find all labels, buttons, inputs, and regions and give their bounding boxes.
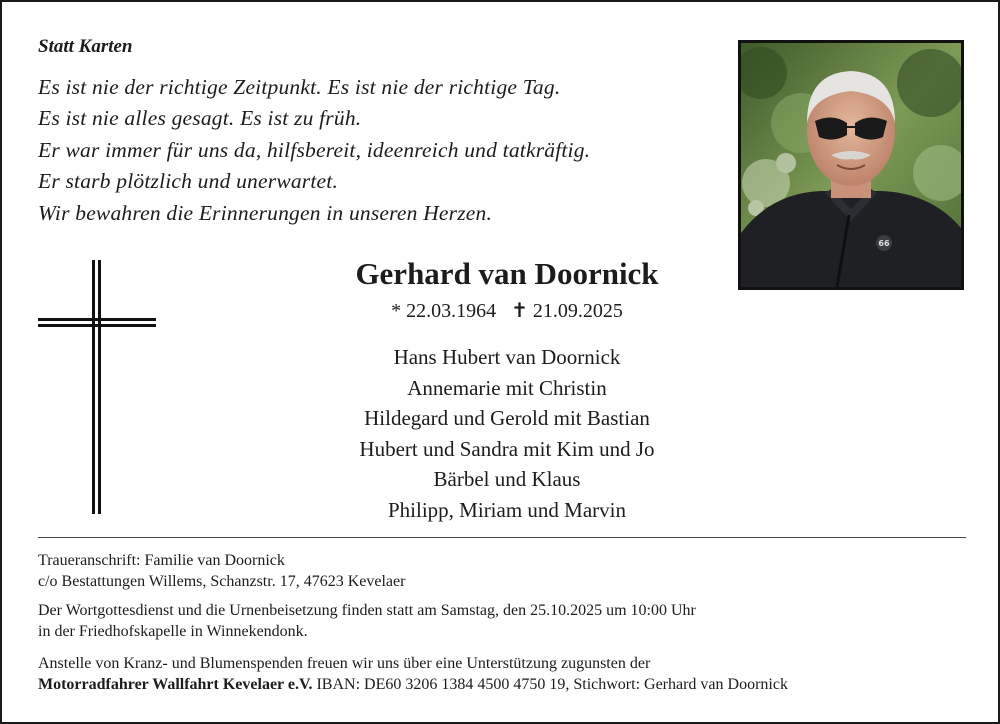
death-date: 21.09.2025	[532, 300, 623, 322]
service-line: Der Wortgottesdienst und die Urnenbeisetzung finden statt am Samstag, den 25.10.2025 um 10:00 Uhr	[38, 602, 696, 619]
service-info	[38, 600, 968, 642]
mourner-line: Annemarie mit Christin	[407, 375, 607, 400]
cross-icon	[38, 260, 158, 516]
poem	[38, 72, 698, 229]
mourner-line: Hildegard und Gerold mit Bastian	[364, 406, 650, 430]
poem-line: Er starb plötzlich und unerwartet.	[38, 169, 339, 194]
deceased-name: Gerhard van Doornick	[355, 256, 659, 291]
address-line: c/o Bestattungen Willems, Schanzstr. 17, 47623 Kevelaer	[38, 573, 406, 590]
donation-line-2	[38, 674, 968, 695]
mourners-list	[282, 342, 732, 525]
portrait-illustration	[741, 43, 961, 287]
death-symbol: ✝	[511, 300, 528, 322]
poem-line: Es ist nie der richtige Zeitpunkt. Es ist nie der richtige Tag.	[38, 75, 561, 99]
poem-line: Es ist nie alles gesagt. Es ist zu früh.	[38, 106, 362, 131]
donation-details: IBAN: DE60 3206 1384 4500 4750 19, Stichwort: Gerhard van Doornick	[312, 676, 788, 693]
birth-date: 22.03.1964	[406, 300, 497, 322]
birth-symbol: *	[391, 300, 402, 322]
mourner-line: Bärbel und Klaus	[433, 467, 581, 491]
poem-line: Wir bewahren die Erinnerungen in unseren Herzen.	[38, 200, 493, 225]
service-line: in der Friedhofskapelle in Winnekendonk.	[38, 623, 308, 640]
mourner-line: Philipp, Miriam und Marvin	[388, 497, 626, 522]
donation-organization: Motorradfahrer Wallfahrt Kevelaer e.V.	[38, 676, 313, 693]
badge-text: 66	[878, 239, 890, 248]
heading: Statt Karten	[38, 36, 133, 57]
mourning-address	[38, 550, 968, 592]
portrait-photo	[738, 40, 964, 290]
donation-line: Anstelle von Kranz- und Blumenspenden freuen wir uns über eine Unterstützung zugunsten der	[38, 655, 651, 672]
donation-info	[38, 653, 968, 695]
divider	[38, 537, 966, 538]
address-line: Traueranschrift: Familie van Doornick	[38, 552, 285, 569]
mourner-line: Hans Hubert van Doornick	[393, 345, 621, 369]
poem-line: Er war immer für uns da, hilfsbereit, ideenreich und tatkräftig.	[38, 137, 591, 162]
mourner-line: Hubert und Sandra mit Kim und Jo	[359, 436, 655, 461]
life-dates	[302, 298, 712, 323]
